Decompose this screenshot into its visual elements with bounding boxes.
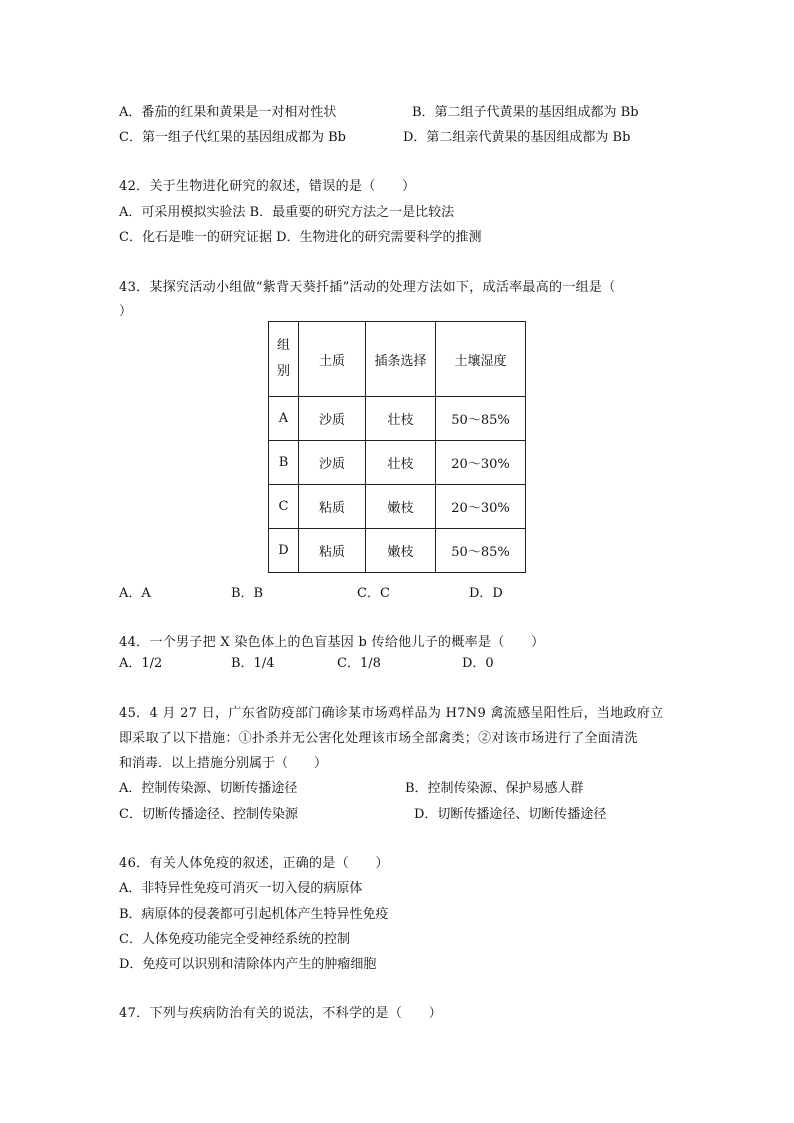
table-header-row [269,322,526,397]
q43-option-b: B．B [231,586,264,601]
q45-option-a: A．控制传染源、切断传播途径 [119,781,298,796]
cell-group: C [269,485,299,529]
cell-group: B [269,441,299,485]
q46-option-b: B．病原体的侵袭都可引起机体产生特异性免疫 [119,907,389,922]
q47-stem: 47．下列与疾病防治有关的说法，不科学的是（ ） [119,1006,443,1021]
q45-stem-line2: 即采取了以下措施：①扑杀并无公害化处理该市场全部禽类；②对该市场进行了全面清洗 [119,731,638,746]
table-row [269,397,526,441]
header-group: 组别 [269,322,299,397]
q46-option-c: C．人体免疫功能完全受神经系统的控制 [119,932,350,947]
q46-stem: 46．有关人体免疫的叙述，正确的是（ ） [119,856,389,871]
cell-group: A [269,397,299,441]
q46-option-d: D．免疫可以识别和清除体内产生的肿瘤细胞 [119,957,377,972]
cell-humidity: 50～85% [436,397,526,441]
cell-soil: 粘质 [299,485,366,529]
table-row [269,529,526,573]
q45-option-d: D．切断传播途径、切断传播途径 [414,807,607,822]
cell-cutting: 嫩枝 [366,485,436,529]
q42-stem: 42．关于生物进化研究的叙述，错误的是（ ） [119,179,416,194]
q43-stem-line2: ） [119,304,133,319]
q43-option-a: A．A [119,586,151,601]
q44-option-c: C．1/8 [337,656,381,671]
cell-humidity: 20～30% [436,441,526,485]
q44-option-a: A．1/2 [119,656,163,671]
q45-stem-line1: 45．4 月 27 日，广东省防疫部门确诊某市场鸡样品为 H7N9 禽流感呈阳性后，当地政府立 [119,706,664,721]
q41-option-c: C．第一组子代红果的基因组成都为 Bb [119,130,346,145]
table-row [269,485,526,529]
cell-cutting: 壮枝 [366,441,436,485]
cell-humidity: 50～85% [436,529,526,573]
q45-stem-line3: 和消毒．以上措施分别属于（ ） [119,756,328,771]
q43-experiment-table [268,321,526,573]
q43-option-d: D．D [469,586,503,601]
header-humidity: 土壤湿度 [436,322,526,397]
cell-soil: 沙质 [299,397,366,441]
cell-cutting: 壮枝 [366,397,436,441]
q44-stem: 44．一个男子把 X 染色体上的色盲基因 b 传给他儿子的概率是（ ） [119,635,545,650]
q42-options-ab: A．可采用模拟实验法 B．最重要的研究方法之一是比较法 [119,205,455,220]
cell-group: D [269,529,299,573]
q43-option-c: C．C [357,586,390,601]
cell-soil: 沙质 [299,441,366,485]
q45-option-b: B．控制传染源、保护易感人群 [405,781,584,796]
q41-option-b: B．第二组子代黄果的基因组成都为 Bb [412,105,639,120]
q41-option-a: A．番茄的红果和黄果是一对相对性状 [119,105,337,120]
table-row [269,441,526,485]
q46-option-a: A．非特异性免疫可消灭一切入侵的病原体 [119,881,363,896]
cell-cutting: 嫩枝 [366,529,436,573]
cell-humidity: 20～30% [436,485,526,529]
q45-option-c: C．切断传播途径、控制传染源 [119,807,298,822]
q44-option-b: B．1/4 [231,656,275,671]
q43-stem-line1: 43．某探究活动小组做“紫背天葵扦插”活动的处理方法如下，成活率最高的一组是（ [119,280,616,295]
header-cutting: 插条选择 [366,322,436,397]
q42-options-cd: C．化石是唯一的研究证据 D．生物进化的研究需要科学的推测 [119,230,482,245]
header-soil: 土质 [299,322,366,397]
cell-soil: 粘质 [299,529,366,573]
q41-option-d: D．第二组亲代黄果的基因组成都为 Bb [403,130,631,145]
q44-option-d: D．0 [462,656,494,671]
